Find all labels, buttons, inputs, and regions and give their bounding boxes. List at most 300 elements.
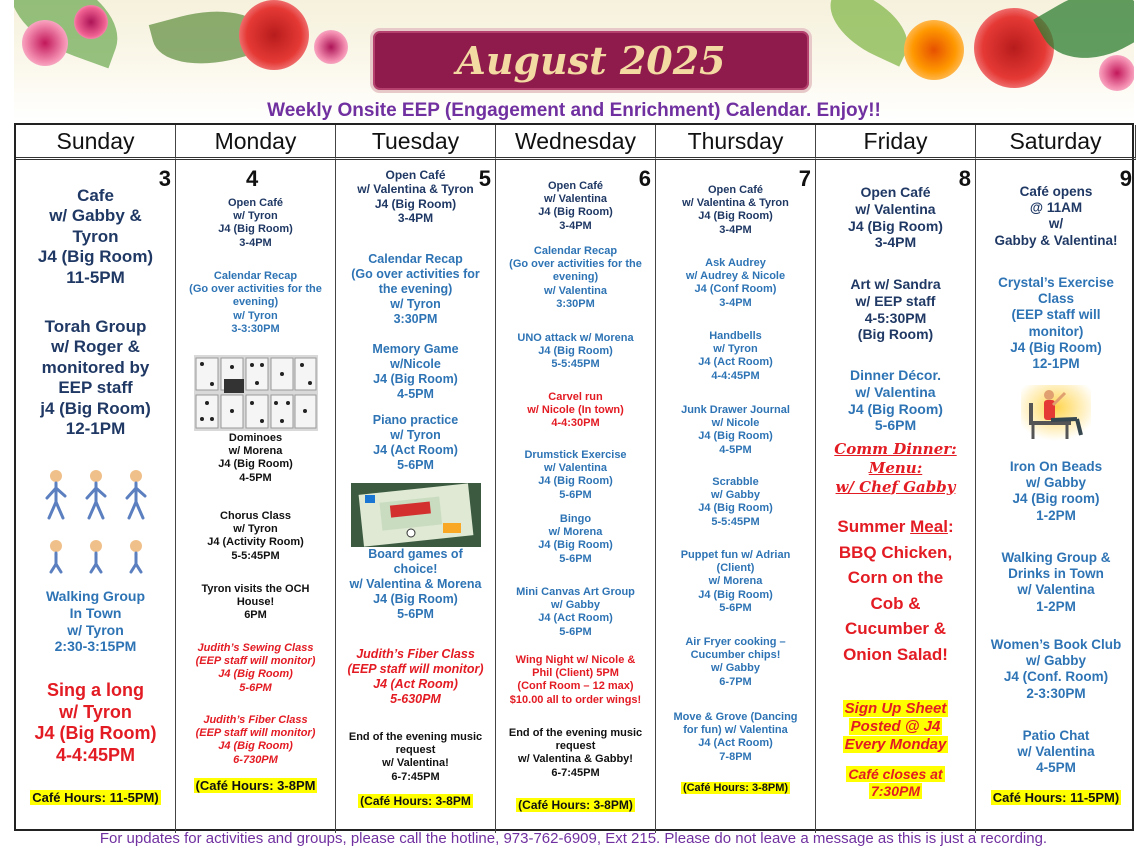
event-line: w/ Tyron [233,210,278,223]
event-line: 11-5PM [66,267,125,287]
cafe-hours [338,794,493,808]
event-iron-on-beads [978,459,1134,524]
event-line: w/ Morena [708,575,763,588]
event-summer-meal [818,514,973,667]
event-comm-dinner [818,440,973,496]
event-line: Junk Drawer Journal [681,404,790,416]
event-line: Café opens [1019,184,1093,199]
closes-line: 7:30PM [870,782,921,799]
event-line: J4 (Big Room) [698,502,773,515]
event-line: J4 (Big Room) [698,588,773,601]
signup-line: Posted @ J4 [850,718,941,735]
event-line: Cucumber & [844,619,947,638]
cafe-hours-text: (Café Hours: 3-8PM [360,794,471,808]
event-line: J4 (Conf. Room) [1003,669,1109,685]
event-line [818,700,973,718]
event-line: w/ Morena [228,445,283,458]
event-walking-group [978,550,1134,615]
event-memory-game [338,342,493,402]
event-line: w/ Valentina [1017,582,1095,598]
day-header-sunday: Sunday [16,125,176,160]
day-cell-sunday [16,160,176,833]
event-open-cafe [338,168,493,226]
event-line: w/ Valentina [544,284,607,297]
event-signup-sheet [818,700,973,754]
hibiscus-decoration [904,20,964,80]
event-line: Onion Salad! [843,644,948,664]
hibiscus-decoration [239,0,309,70]
event-drumstick-exercise [498,449,653,502]
day-header-friday: Friday [816,125,976,160]
event-line: Calendar Recap [368,252,463,266]
closes-line: Café closes at [848,766,943,782]
chair-exercise-icon [1021,385,1091,441]
event-line: (Go over activities for the [509,258,642,271]
event-line: 5-6PM [559,625,592,638]
cafe-hours-text: Café Hours: 11-5PM) [32,790,159,805]
event-line: J4 (Big Room) [698,210,773,223]
event-line: w/ [1048,216,1064,232]
event-line: w/ Valentina & Tyron [682,197,789,210]
cafe-hours-text: (Café Hours: 3-8PM [195,778,316,793]
event-line: Menu: [868,458,923,477]
event-line: J4 (Big Room) [1010,339,1102,355]
event-ask-audrey [658,257,813,310]
event-walking-group [18,588,173,655]
date-number: 8 [958,166,971,191]
event-junk-drawer-journal [658,404,813,457]
event-line: J4 (Big Room) [374,196,457,211]
event-handbells [658,330,813,383]
event-line: Comm Dinner: [834,440,957,458]
event-mini-canvas [498,586,653,639]
cafe-hours-text: (Café Hours: 3-8PM) [518,798,633,812]
event-line: Calendar Recap [213,270,298,282]
event-line: w/ Nicole [711,417,760,430]
event-open-cafe [818,184,973,251]
event-line: Judith’s Sewing Class [197,642,314,654]
event-line: UNO attack w/ Morena [517,332,634,344]
event-line: J4 (Big Room) [538,539,613,552]
event-line: w/ Gabby [711,662,760,675]
event-line: $10.00 all to order wings! [509,693,642,706]
event-cafe [18,186,173,288]
event-line: Board games of [368,547,463,561]
event-line: w/ Tyron [67,621,124,638]
event-line: w/ Tyron [59,701,132,722]
event-torah-group [18,317,173,439]
event-line: 5-6PM [559,552,592,565]
event-line: Bingo [559,513,592,525]
event-line: (Go over activities for the [189,283,322,296]
event-art [818,276,973,343]
date-number: 7 [798,166,811,191]
event-line: J4 (Conf Room) [694,283,777,296]
event-line: 12-1PM [1032,355,1080,371]
event-line: 3-4PM [719,223,752,236]
event-line: Handbells [709,330,762,342]
event-line: Tyron visits the OCH [201,583,310,595]
event-wing-night [498,654,653,707]
event-patio-chat [978,728,1134,777]
event-line: (EEP staff will monitor) [195,655,316,668]
event-line: 6-730PM [233,753,278,766]
title-plate [370,28,812,93]
event-line: Ask Audrey [705,257,766,269]
event-line: w/ Gabby [711,489,760,502]
event-line: Walking Group [45,588,146,604]
event-line: 6PM [244,609,267,622]
event-line: Walking Group & [1001,550,1111,565]
event-line: Wing Night w/ Nicole & [515,654,636,666]
event-line: BBQ Chicken, [838,542,953,562]
event-line: 6-7:45PM [551,766,600,779]
event-line: w/Nicole [390,357,441,371]
event-line: 5-6PM [397,458,434,472]
event-line: w/ Chef Gabby [835,477,956,496]
event-line [818,736,973,754]
event-line: 4-5PM [397,387,434,401]
event-line: J4 (Act Room) [373,443,458,457]
event-line: w/ Valentina & Morena [349,577,482,591]
event-line: Iron On Beads [1009,459,1103,474]
event-line: Sing a long [47,680,144,700]
event-line: 5-6PM [874,417,917,434]
event-line: w/ Tyron [713,343,758,356]
event-line: Calendar Recap [533,245,618,257]
day-header-tuesday: Tuesday [336,125,496,160]
event-line: Crystal’s Exercise [998,275,1114,290]
event-line: End of the evening music [508,727,643,739]
event-line: 5-630PM [390,692,441,706]
event-bingo [498,513,653,566]
event-line: House! [236,596,275,609]
cafe-hours [178,778,333,794]
event-line: 5-5:45PM [231,549,280,562]
event-open-cafe [658,184,813,237]
event-line: J4 (Act Room) [373,677,458,691]
event-line [818,514,973,540]
event-calendar-recap [338,252,493,327]
event-line: w/ Valentina [544,193,607,206]
event-line: Memory Game [372,342,459,356]
event-line: J4 (Big Room) [538,206,613,219]
event-line: J4 (Big Room) [218,668,293,681]
event-line: 7-8PM [719,750,752,763]
event-line: @ 11AM [1029,200,1083,216]
day-cell-saturday [976,160,1136,833]
event-line: End of the evening music [348,731,483,743]
event-line: (Big Room) [857,326,934,343]
event-cafe-closes [818,766,973,800]
event-line: Air Fryer cooking – [685,636,786,648]
event-line: 4-5PM [1036,760,1076,776]
event-line: 3:30PM [393,312,438,326]
hibiscus-decoration [74,5,108,39]
day-cell-thursday [656,160,816,833]
event-line: Torah Group [44,317,147,336]
event-line: Dominoes [228,432,283,444]
event-line: 4-4:45PM [55,744,136,765]
day-cell-wednesday [496,160,656,833]
date-number: 6 [638,166,651,191]
event-line: 5-6PM [397,607,434,621]
day-header-saturday: Saturday [976,125,1136,160]
event-line: (Conf Room – 12 max) [517,680,634,693]
cafe-hours [978,790,1134,806]
event-line: w/ Valentina [855,383,936,400]
event-carvel-run [498,391,653,431]
event-line: J4 (Big room) [1012,491,1100,507]
event-chorus-class [178,510,333,563]
event-board-games [338,547,493,622]
event-open-cafe [498,180,653,233]
event-line: 6-7:45PM [391,770,440,783]
event-dinner-decor [818,367,973,434]
board-game-icon [351,483,481,547]
event-line: Cucumber chips! [690,649,781,662]
event-line: w/ Gabby [1025,475,1086,491]
event-line: request [395,744,436,757]
event-line: Open Café [385,168,446,182]
event-line: w/ Gabby & [49,206,142,226]
event-line: w/ Valentina! [382,757,449,770]
date-number: 4 [246,166,259,191]
event-line: w/ Valentina [544,462,607,475]
footer-note: For updates for activities and groups, please call the hotline, 973-762-6909, Ext 215. Please do not leave a message as this is just a recording. [99,830,1048,847]
meal-title-colon: : [947,517,954,536]
event-line: 4-5:30PM [864,309,927,326]
event-line: 5-6PM [239,681,272,694]
event-line: 3-4PM [397,211,434,226]
event-line: J4 (Big Room) [848,217,943,234]
header-banner [14,0,1134,122]
event-line: w/ Tyron [233,523,278,536]
event-line: Open Café [547,180,603,192]
event-line: the evening) [378,282,453,296]
event-line: 3-4PM [239,236,272,249]
event-line: Cafe [77,186,114,205]
event-line: J4 (Act Room) [698,737,773,750]
event-line: request [555,740,596,753]
event-music-request [338,731,493,784]
event-line: J4 (Big Room) [538,475,613,488]
event-move-and-grove [658,711,813,764]
event-line: 4-5PM [719,443,752,456]
event-line: 4-4:30PM [551,417,600,430]
event-och-visit [178,583,333,623]
event-line: Dinner Décor. [849,367,942,383]
event-line: Puppet fun w/ Adrian [680,549,791,561]
signup-line: Every Monday [844,736,947,753]
event-line: Drumstick Exercise [524,449,627,461]
event-line: (Client) [716,562,755,575]
event-exercise-class [978,275,1134,372]
event-line: Tyron [72,226,119,246]
event-line: for fun) w/ Valentina [683,724,788,737]
event-line: Class [1037,291,1075,307]
event-line: Judith’s Fiber Class [356,647,475,661]
event-line: w/ Nicole (In town) [527,404,624,417]
event-line: Open Café [227,197,283,209]
event-line: Cob & [870,593,921,613]
event-line: 6-7PM [719,675,752,688]
event-line: J4 (Act Room) [538,612,613,625]
event-line: Patio Chat [1022,728,1090,743]
event-air-fryer [658,636,813,689]
hibiscus-decoration [22,20,68,66]
dominoes-icon [194,355,318,431]
event-line: (EEP staff will monitor) [347,662,484,676]
event-line: J4 (Big Room) [218,458,293,471]
event-book-club [978,637,1134,702]
event-line: 5-5:45PM [551,358,600,371]
event-line: evening) [552,271,599,284]
event-calendar-recap [178,270,333,336]
event-line: 3-3:30PM [231,322,280,335]
event-line: Carvel run [548,391,603,403]
event-line: J4 (Big Room) [538,345,613,358]
event-puppet-fun [658,549,813,615]
event-line: J4 (Activity Room) [207,536,304,549]
event-line: 1-2PM [1036,507,1076,523]
event-line: Scrabble [712,476,759,488]
event-dominoes [178,432,333,485]
event-line: 5-6PM [719,601,752,614]
event-line: J4 (Big Room) [218,740,293,753]
walking-people-icon [41,466,151,576]
event-line: 1-2PM [1036,598,1076,614]
page-subtitle: Weekly Onsite EEP (Engagement and Enrichment) Calendar. Enjoy!! [267,100,881,121]
cafe-hours [658,782,813,795]
event-line: J4 (Big Room) [848,400,943,417]
event-line: w/ Tyron [233,309,278,322]
event-line: Phil (Client) 5PM [532,667,619,680]
event-line: 12-1PM [65,418,126,438]
meal-title-text: Summer [837,517,911,536]
event-line: 4-4:45PM [711,369,760,382]
event-line: w/ Morena [548,526,603,539]
event-sing-along [18,680,173,766]
calendar-grid [14,123,1134,831]
day-cell-friday [816,160,976,833]
event-line: 3:30PM [556,297,595,310]
event-music-request [498,727,653,780]
event-uno-attack [498,332,653,372]
day-header-wednesday: Wednesday [496,125,656,160]
event-line: Judith’s Fiber Class [203,714,308,726]
event-line: EEP staff [58,378,133,398]
event-line: J4 (Big Room) [373,592,458,606]
event-line: w/ EEP staff [855,292,936,309]
date-number: 3 [158,166,171,191]
event-line: w/ Gabby [551,599,600,612]
day-header-thursday: Thursday [656,125,816,160]
event-line: 4-5PM [239,471,272,484]
page-title: August 2025 [456,38,726,83]
date-number: 9 [1119,166,1132,191]
hibiscus-decoration [1099,55,1134,91]
cafe-hours-text: Café Hours: 11-5PM) [992,790,1120,805]
event-line: w/ Tyron [390,428,441,442]
hibiscus-decoration [314,30,348,64]
event-line: 3-4PM [719,296,752,309]
event-line: Mini Canvas Art Group [516,586,635,598]
date-number: 5 [478,166,491,191]
cafe-hours-text: (Café Hours: 3-8PM) [682,782,789,794]
event-line: Gabby & Valentina! [994,232,1118,248]
event-line: j4 (Big Room) [40,398,151,418]
day-cell-monday [176,160,336,833]
event-line: Open Café [707,184,763,196]
event-line: J4 (Big Room) [373,372,458,386]
event-line: monitored by [41,357,150,377]
event-piano-practice [338,413,493,473]
event-open-cafe [178,197,333,250]
cafe-hours [18,790,173,806]
event-line: 3-4PM [559,219,592,232]
event-line: 5-6PM [559,488,592,501]
event-line: monitor) [1028,323,1084,339]
day-header-monday: Monday [176,125,336,160]
event-line: 5-5:45PM [711,515,760,528]
signup-line: Sign Up Sheet [844,700,947,717]
event-line: w/ Gabby [1025,653,1086,669]
event-line: 2-3:30PM [1026,685,1086,701]
event-line [818,766,973,783]
cafe-hours [498,798,653,812]
meal-title-underlined: Meal [910,517,948,536]
event-line: w/ Valentina & Tyron [357,182,474,197]
event-line: Women’s Book Club [990,637,1122,652]
event-line: In Town [69,604,122,621]
day-cell-tuesday [336,160,496,833]
event-line: J4 (Big Room) [698,430,773,443]
event-line [818,783,973,800]
event-line: w/ Tyron [390,297,441,311]
event-line [818,718,973,736]
event-line: J4 (Act Room) [698,356,773,369]
event-line: Move & Grove (Dancing [673,711,798,723]
event-line: Art w/ Sandra [850,276,941,292]
event-line: 2:30-3:15PM [54,638,137,655]
event-line: w/ Valentina [1017,744,1095,760]
event-line: Drinks in Town [1008,566,1104,582]
event-fiber-class [338,647,493,707]
event-scrabble [658,476,813,529]
event-line: (EEP staff will [1011,307,1101,323]
event-line: Piano practice [372,413,459,427]
event-line: Open Café [860,184,931,200]
event-fiber-class [178,714,333,767]
event-line: Chorus Class [220,510,291,522]
event-calendar-recap [498,245,653,311]
event-line: w/ Roger & [51,337,140,357]
event-line: 3-4PM [874,234,917,251]
event-line: J4 (Big Room) [34,723,157,744]
event-line: J4 (Big Room) [37,247,154,267]
event-line: (EEP staff will monitor) [195,727,316,740]
event-line: J4 (Big Room) [218,223,293,236]
event-line: w/ Audrey & Nicole [685,270,786,283]
event-line: Corn on the [847,568,944,587]
event-line: choice! [393,562,438,576]
event-line: (Go over activities for [351,267,480,281]
event-sewing-class [178,642,333,695]
event-line: w/ Valentina & Gabby! [518,753,633,766]
event-line: evening) [232,296,279,309]
event-line: w/ Valentina [855,200,936,217]
